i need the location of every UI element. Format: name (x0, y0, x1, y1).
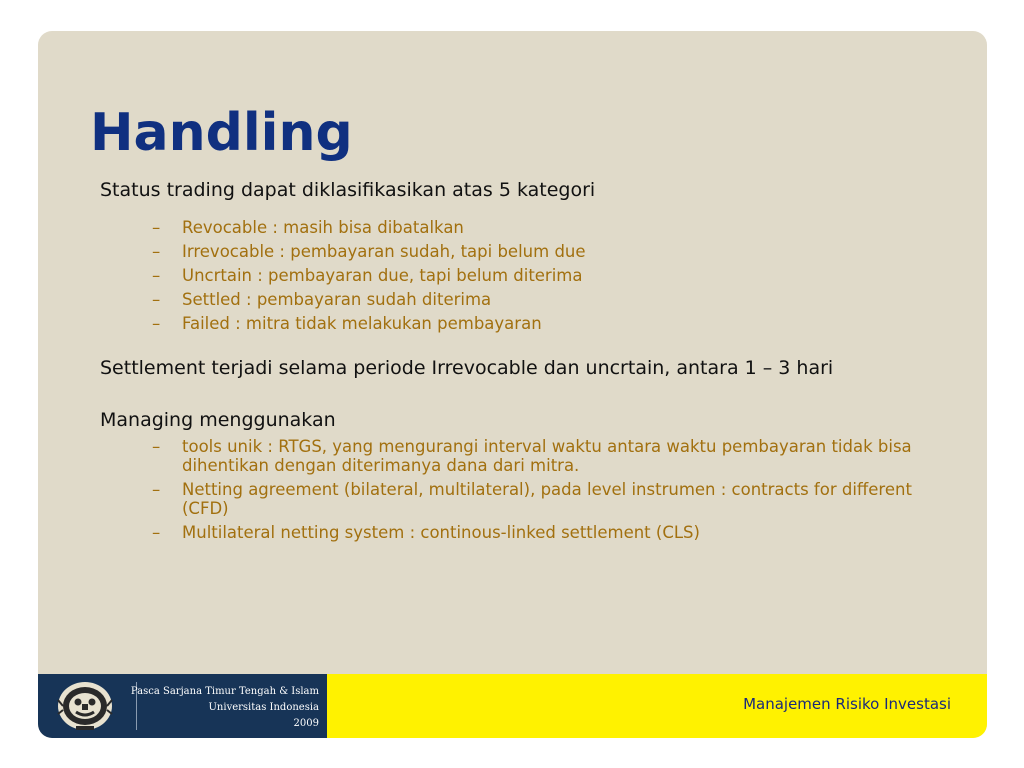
dash-bullet: – (152, 290, 161, 309)
institution-line-2: Universitas Indonesia (208, 702, 319, 713)
list-item: – Irrevocable : pembayaran sudah, tapi belum due (152, 242, 586, 261)
slide-title: Handling (90, 103, 353, 163)
slide (38, 31, 987, 738)
dash-bullet: – (152, 242, 161, 261)
dash-bullet: – (152, 266, 161, 285)
list-item: – Netting agreement (bilateral, multilateral), pada level instrumen : contracts for different (CFD) (152, 480, 912, 518)
institution-year: 2009 (293, 718, 319, 729)
list-item: – Revocable : masih bisa dibatalkan (152, 218, 464, 237)
footer-course-panel (327, 674, 987, 738)
list-item: – Settled : pembayaran sudah diterima (152, 290, 492, 309)
intro-text: Status trading dapat diklasifikasikan atas 5 kategori (100, 179, 596, 201)
list-item: – tools unik : RTGS, yang mengurangi interval waktu antara waktu pembayaran tidak bisa dihentikan dengan diterimanya dana dari mitra. (152, 437, 912, 475)
university-seal-icon (56, 680, 114, 732)
managing-text: Managing menggunakan (100, 409, 336, 431)
managing-list (100, 437, 960, 542)
footer-institution-panel (38, 674, 327, 738)
dash-bullet: – (152, 523, 161, 542)
list-item: – Failed : mitra tidak melakukan pembayaran (152, 314, 542, 333)
dash-bullet: – (152, 314, 161, 333)
settlement-text: Settlement terjadi selama periode Irrevocable dan uncrtain, antara 1 – 3 hari (100, 357, 834, 379)
footer-bar (38, 674, 987, 738)
dash-bullet: – (152, 218, 161, 237)
institution-line-1: Pasca Sarjana Timur Tengah & Islam (130, 686, 319, 697)
institution-text (131, 684, 319, 732)
dash-bullet: – (152, 480, 161, 499)
list-item: – Uncrtain : pembayaran due, tapi belum diterima (152, 266, 583, 285)
category-list (100, 219, 960, 333)
list-item: – Multilateral netting system : continous-linked settlement (CLS) (152, 523, 700, 542)
dash-bullet: – (152, 437, 161, 456)
slide-content (100, 179, 960, 547)
course-title: Manajemen Risiko Investasi (743, 695, 951, 713)
